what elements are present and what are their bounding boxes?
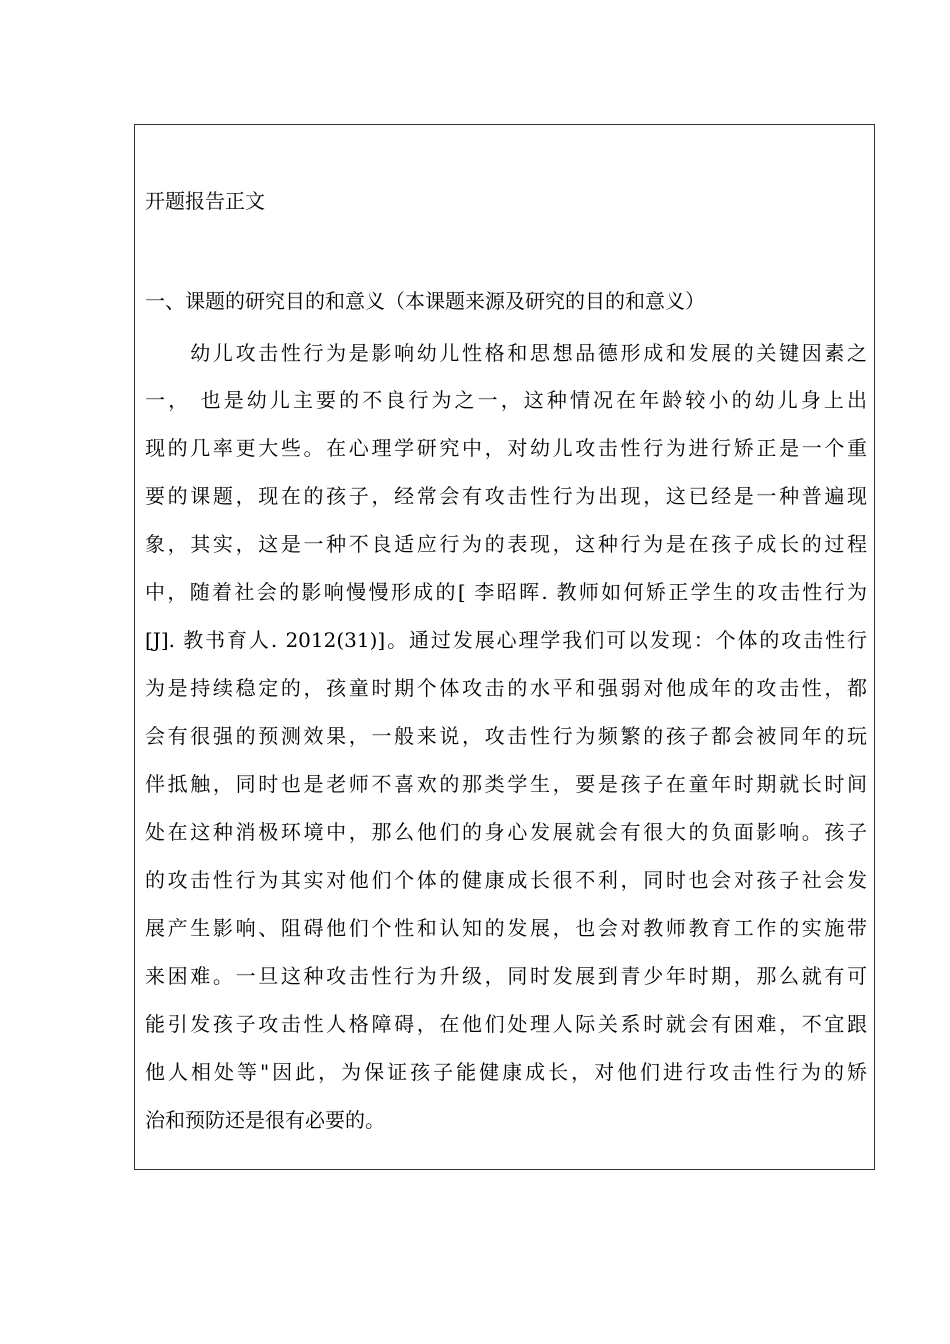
- paragraph-line: 要的课题，现在的孩子，经常会有攻击性行为出现，这已经是一种普遍现: [145, 484, 867, 508]
- paragraph-line: 来困难。一旦这种攻击性行为升级，同时发展到青少年时期，那么就有可: [145, 964, 867, 988]
- paragraph-line: 一， 也是幼儿主要的不良行为之一，这种情况在年龄较小的幼儿身上出: [145, 388, 867, 412]
- paragraph-line: 展产生影响、阻碍他们个性和认知的发展，也会对教师教育工作的实施带: [145, 916, 867, 940]
- report-heading: 开题报告正文: [145, 189, 265, 213]
- paragraph-line: 为是持续稳定的，孩童时期个体攻击的水平和强弱对他成年的攻击性，都: [145, 676, 867, 700]
- paragraph-line: 能引发孩子攻击性人格障碍，在他们处理人际关系时就会有困难，不宜跟: [145, 1012, 867, 1036]
- paragraph-line: [J]. 教书育人. 2012(31)]。通过发展心理学我们可以发现：个体的攻击性行: [145, 628, 867, 652]
- section-title: 一、课题的研究目的和意义（本课题来源及研究的目的和意义）: [145, 289, 705, 313]
- paragraph-line: 现的几率更大些。在心理学研究中，对幼儿攻击性行为进行矫正是一个重: [145, 436, 867, 460]
- paragraph-line: 治和预防还是很有必要的。: [145, 1108, 385, 1132]
- paragraph-line: 会有很强的预测效果，一般来说，攻击性行为频繁的孩子都会被同年的玩: [145, 724, 867, 748]
- paragraph-line: 伴抵触，同时也是老师不喜欢的那类学生，要是孩子在童年时期就长时间: [145, 772, 867, 796]
- paragraph-line: 中，随着社会的影响慢慢形成的[ 李昭晖. 教师如何矫正学生的攻击性行为: [145, 580, 867, 604]
- paragraph-line: 处在这种消极环境中，那么他们的身心发展就会有很大的负面影响。孩子: [145, 820, 867, 844]
- paragraph-line: 他人相处等"因此，为保证孩子能健康成长，对他们进行攻击性行为的矫: [145, 1060, 867, 1084]
- paragraph-line: 象，其实，这是一种不良适应行为的表现，这种行为是在孩子成长的过程: [145, 532, 867, 556]
- paragraph-line: 的攻击性行为其实对他们个体的健康成长很不利，同时也会对孩子社会发: [145, 868, 867, 892]
- paragraph-line: 幼儿攻击性行为是影响幼儿性格和思想品德形成和发展的关键因素之: [145, 341, 867, 365]
